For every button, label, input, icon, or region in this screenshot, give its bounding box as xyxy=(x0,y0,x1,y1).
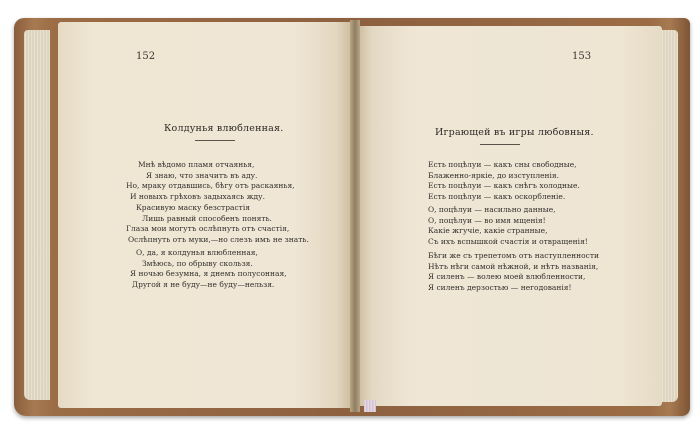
right-stanza-3 xyxy=(428,251,599,293)
left-page-title: Колдунья влюбленная. xyxy=(164,123,284,134)
title-rule xyxy=(480,144,520,145)
right-page-title: Играющей въ игры любовныя. xyxy=(435,127,594,138)
left-stanza-1 xyxy=(126,160,295,202)
verse-line: Есть поцѣлуи — какъ снѣгъ холодные. xyxy=(428,181,580,191)
page-edges-left xyxy=(24,30,50,400)
right-page-number: 153 xyxy=(572,51,592,62)
bookmark-ribbon xyxy=(364,400,376,412)
verse-line: Есть поцѣлуи — какъ сны свободные, xyxy=(428,160,577,169)
verse-line: Бѣги же съ трепетомъ отъ наступленности xyxy=(428,251,600,260)
verse-line: Я ночью безумна, я днемъ полусонная, xyxy=(130,269,287,279)
verse-line: О, да, я колдунья влюбленная, xyxy=(136,248,258,257)
right-stanza-2 xyxy=(428,205,588,247)
verse-line: Мнѣ вѣдомо пламя отчаянья, xyxy=(138,160,255,169)
verse-line: Нѣтъ нѣги самой нѣжной, и нѣтъ названія, xyxy=(428,261,599,271)
right-stanza-1 xyxy=(428,160,580,202)
verse-line: О, поцѣлуи — во имя мщенія! xyxy=(428,215,546,225)
book-gutter xyxy=(350,20,360,412)
verse-line: Я силенъ — волею моей влюбленности, xyxy=(428,272,586,282)
title-rule xyxy=(195,140,235,141)
verse-line: Другой я не буду—не буду—нельзя. xyxy=(132,279,275,289)
verse-line: Блаженно-яркіе, до изступленія. xyxy=(428,170,560,180)
verse-line: Ослѣпнуть отъ муки,—но слезъ имъ не знать. xyxy=(128,234,309,244)
verse-line: Глаза мои могутъ ослѣпнуть отъ счастія, xyxy=(126,224,290,234)
verse-line: Я силенъ дерзостью — негодованія! xyxy=(428,282,572,292)
verse-line: Съ ихъ вспышкой счастія и отвращенія! xyxy=(428,236,588,246)
verse-line: Но, мраку отдавшись, бѣгу отъ раскаянья, xyxy=(126,181,295,191)
left-stanza-3 xyxy=(126,248,287,290)
verse-line: Какіе жгучіе, какіе странные, xyxy=(428,226,548,236)
verse-line: Есть поцѣлуи — какъ оскорбленіе. xyxy=(428,191,566,201)
left-page-number: 152 xyxy=(136,51,156,62)
verse-line: О, поцѣлуи — насильно данные, xyxy=(428,205,556,214)
verse-line: Красивую маску безстрастія xyxy=(136,203,250,212)
left-stanza-2 xyxy=(126,203,309,245)
verse-line: Лишь равный способенъ понять. xyxy=(142,213,272,223)
verse-line: Я знаю, что значитъ въ аду. xyxy=(146,170,258,180)
verse-line: И новыхъ грѣховъ задыхаясь жду. xyxy=(130,191,265,201)
verse-line: Змѣюсь, по обрыву скользя. xyxy=(142,258,253,268)
